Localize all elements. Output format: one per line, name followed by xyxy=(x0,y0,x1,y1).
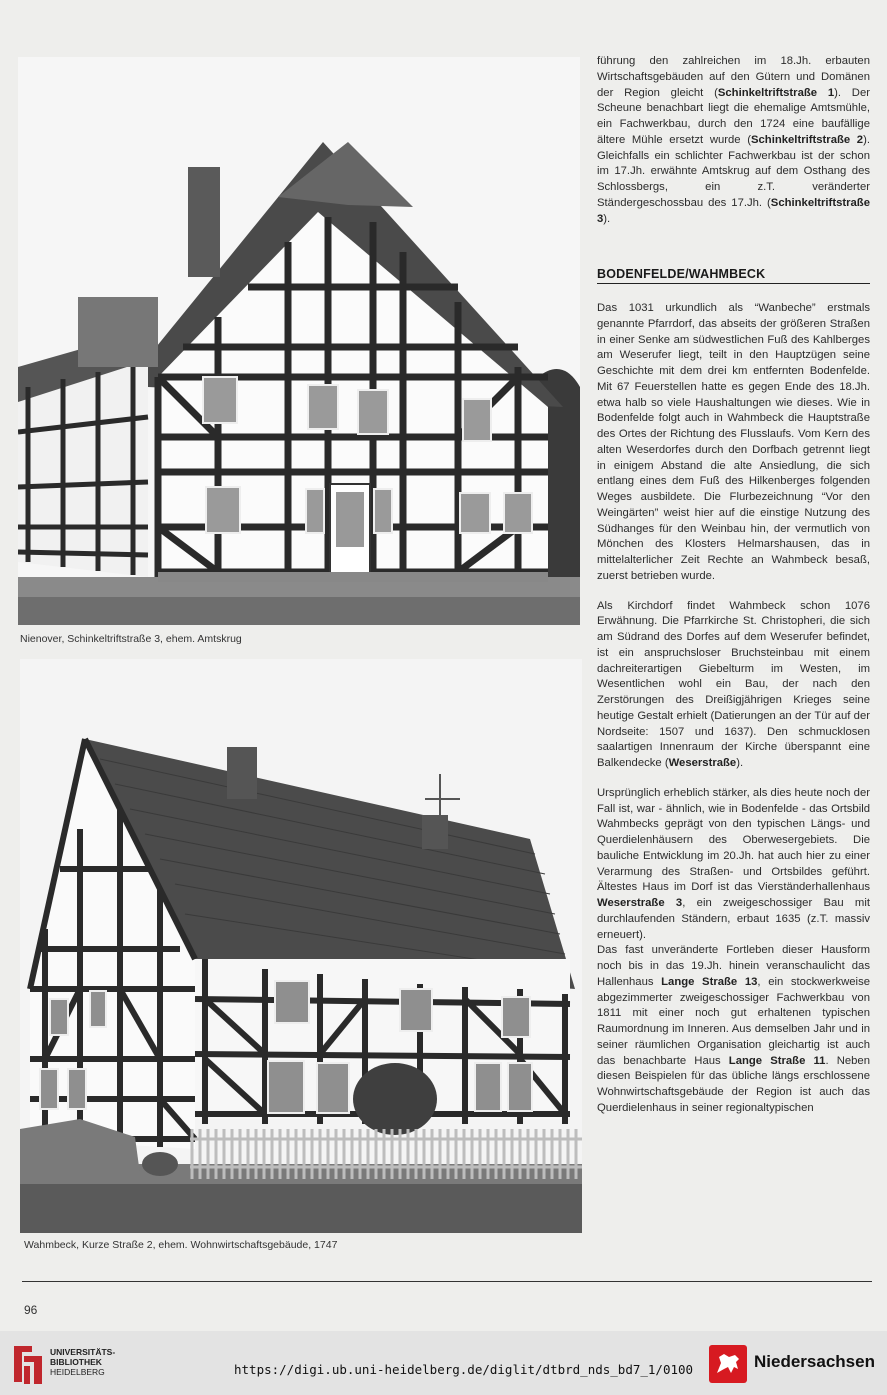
street-ref: Schinkeltriftstraße 2 xyxy=(750,133,864,146)
paragraph-4: Ursprünglich erheblich stärker, als dies heute noch der Fall ist, war - ähnlich, wie in Bodenfelde - das Ortsbild Wahmbecks geprägt von den typischen Längs- und Querdielenhäusern des Oberwesergebiets. Die bauliche Entwicklung im 20.Jh. hat auch hier zu einer Verarmung des Straßen- und Ortsbildes geführt. Ältestes Haus im Dorf ist das Vierständerhallenhaus Weserstraße 3, ein zweigeschossiger Bau mit durchlaufenden Ständern, erbaut 1635 (z.T. massiv erneuert). xyxy=(597,786,870,941)
street-ref: Schinkeltriftstraße 1 xyxy=(717,86,835,99)
library-name: UNIVERSITÄTS- BIBLIOTHEK HEIDELBERG xyxy=(50,1347,116,1377)
photo-caption-1: Nienover, Schinkeltriftstraße 3, ehem. Amtskrug xyxy=(20,633,242,645)
section-heading: BODENFELDE/WAHMBECK xyxy=(597,267,870,284)
photo-amtskrug xyxy=(18,57,580,625)
library-logo-icon xyxy=(10,1342,46,1391)
state-name: Niedersachsen xyxy=(754,1352,875,1371)
text-column-main xyxy=(597,301,870,1117)
street-ref: Lange Straße 11 xyxy=(728,1054,826,1067)
source-url[interactable]: https://digi.ub.uni-heidelberg.de/diglit/dtbrd_nds_bd7_1/0100 xyxy=(234,1362,694,1377)
street-ref: Weserstraße 3 xyxy=(597,897,683,909)
page-number: 96 xyxy=(24,1303,38,1317)
street-ref: Schinkeltriftstraße 3 xyxy=(597,196,870,225)
street-ref: Weserstraße xyxy=(668,757,737,769)
text-column-top xyxy=(597,54,870,227)
paragraph-1: führung den zahlreichen im 18.Jh. erbauten Wirtschaftsgebäuden auf den Gütern und Domänen der Region gleicht (Schinkeltriftstraße 1). Der Scheune benachbart liegt die ehemalige Amtsmühle, ein Fachwerkbau, durch den 1724 eine baufällige ältere Mühle ersetzt wurde (Schinkeltriftstraße 2). Gleichfalls ein schlichter Fachwerkbau ist der schon im 17.Jh. erwähnte Amtskrug auf dem Osthang des Schlossbergs, ein z.T. veränderter Ständergeschossbau des 17.Jh. (Schinkeltriftstraße 3). xyxy=(597,55,870,225)
photo-wohnwirtschaftsgebaeude xyxy=(20,659,582,1233)
footer-bar xyxy=(0,1331,887,1395)
street-ref: Lange Straße 13 xyxy=(661,975,758,988)
niedersachsen-horse-icon xyxy=(709,1345,747,1388)
paragraph-5: Das fast unveränderte Fortleben dieser Hausform noch bis in das 19.Jh. hinein veranschaulicht das Hallenhaus Lange Straße 13, ein stockwerkweise abgezimmerter zweigeschossiger Fachwerkbau von 1811 mit einer noch gut erhaltenen typischen Raumordnung im Inneren. Aus demselben Jahr und in seiner räumlichen Organisation gleichartig ist auch das benachbarte Haus Lange Straße 11. Neben diesen Beispielen für das übliche längs erschlossene Wohnwirtschaftsgebäude der Region ist auch das Querdielenhaus in seiner regionaltypischen xyxy=(597,944,870,1114)
page-divider xyxy=(22,1281,872,1282)
photo-caption-2: Wahmbeck, Kurze Straße 2, ehem. Wohnwirtschaftsgebäude, 1747 xyxy=(24,1239,338,1251)
paragraph-2: Das 1031 urkundlich als “Wanbeche” erstmals genannte Pfarrdorf, das abseits der größeren Straßen in einer Senke am südwestlichen Fuß des Kahlberges am Weserufer liegt, teilt in den Hauptzügen seine Geschichte mit dem drei km entfernten Bodenfelde. Mit 67 Feuerstellen hatte es gegen Ende des 18.Jh. etwa halb so viele Haushaltungen wie dieses. Wie in Bodenfelde folgt auch in Wahmbeck die Hauptstraße des Ortes der Richtung des Flusslaufs. Vom Kern des alten Weserdorfes durch den Dorfbach getrennt liegt in einigem Abstand die alte Ansiedlung, die sich entlang eines dem Fuß des Hilkenberges folgenden Weges ausbildete. Die Flurbezeichnung “Vor den Weingärten” weist hier auf die einstige Nutzung des Südhanges für den Weinbau hin, der vermutlich von Mönchen des Klosters Helmarshausen, das in mittelalterlicher Zeit Rechte an Wahmbeck besaß, zuerst betrieben wurde. xyxy=(597,302,870,582)
paragraph-3: Als Kirchdorf findet Wahmbeck schon 1076 Erwähnung. Die Pfarrkirche St. Christopheri, die sich am Südrand des Dorfes auf dem Weserufer befindet, ist ein anspruchsloser Bruchsteinbau mit einem dachreiterartigen Giebelturm im Westen, im Wesentlichen wohl ein Bau, der nach den Zerstörungen des Dreißigjährigen Krieges seine heutige Gestalt erhielt (Datierungen an der Tür auf der Nordseite: 1507 und 1637). Den schmucklosen saalartigen Innenraum der Kirche überspannt eine Balkendecke (Weserstraße). xyxy=(597,599,870,769)
